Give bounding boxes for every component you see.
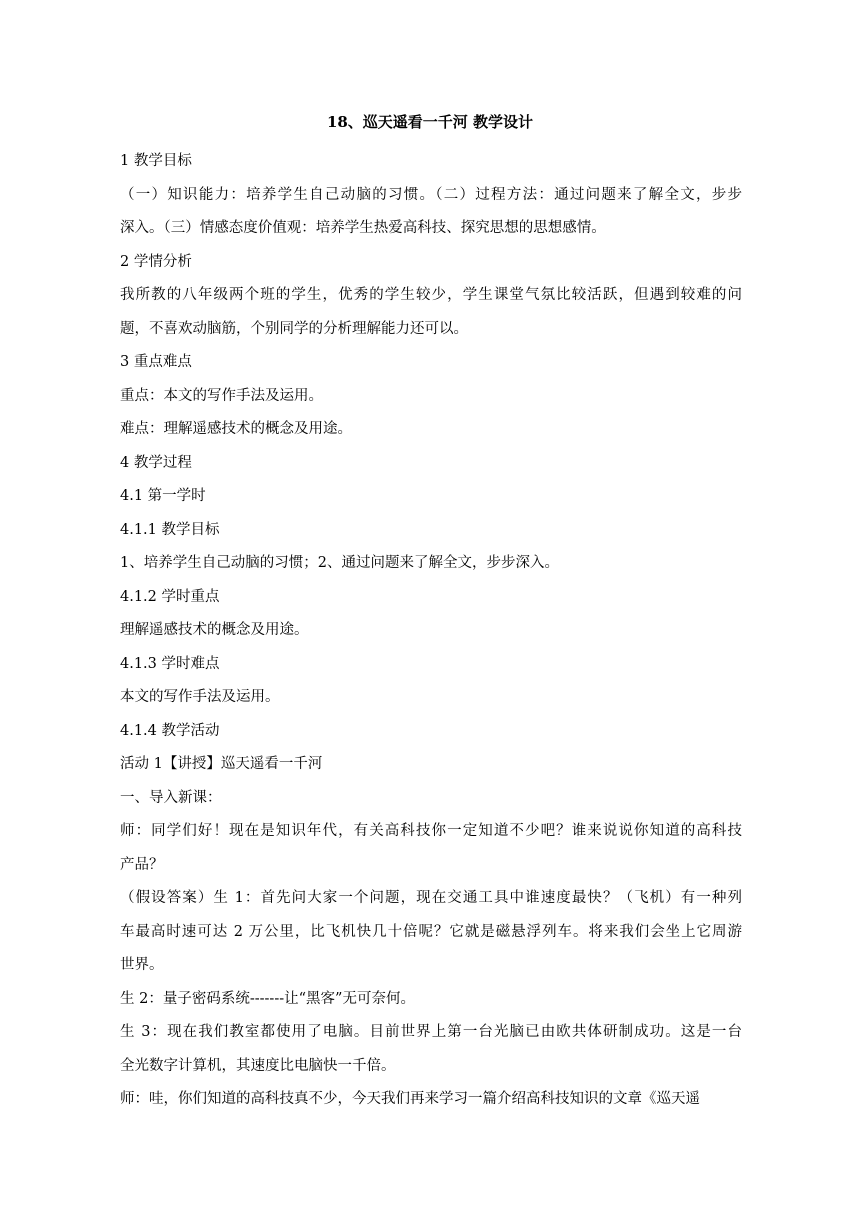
text-line: 师：同学们好！现在是知识年代，有关高科技你一定知道不少吧？谁来说说你知道的高科技 [120,823,742,839]
paragraph [120,815,742,882]
text-line: 全光数字计算机，其速度比电脑快一千倍。 [120,1057,396,1074]
text-line: 4.1.1 教学目标 [120,521,220,538]
text-line: 生 2：量子密码系统-------让“黑客”无可奈何。 [120,990,415,1007]
text-line: 本文的写作手法及运用。 [120,689,280,705]
text-line: 4.1.4 教学活动 [120,722,220,739]
section-heading [120,447,742,481]
text-line: （一）知识能力：培养学生自己动脑的习惯。（二）过程方法：通过问题来了解全文，步步 [120,186,742,203]
text-line: 产品？ [120,856,164,873]
text-line: 深入。（三）情感态度价值观：培养学生热爱高科技、探究思想的思想感情。 [120,220,606,236]
text-line: 2 学情分析 [120,253,192,270]
text-line: 3 重点难点 [120,354,192,370]
text-line: 4.1 第一学时 [120,488,206,504]
section-heading [120,514,742,548]
section-heading [120,246,742,280]
paragraph [120,748,742,782]
text-line: 世界。 [120,957,164,973]
paragraph [120,413,742,447]
paragraph [120,782,742,816]
paragraph [120,547,742,581]
paragraph [120,882,742,983]
text-line: 难点：理解遥感技术的概念及用途。 [120,421,352,437]
paragraph [120,380,742,414]
section-heading [120,581,742,615]
paragraph [120,983,742,1017]
text-line: 生 3：现在我们教室都使用了电脑。目前世界上第一台光脑已由欧共体研制成功。这是一台 [120,1024,742,1040]
text-line: 1、培养学生自己动脑的习惯；2、通过问题来了解全文，步步深入。 [120,555,559,571]
text-line: （假设答案）生 1：首先问大家一个问题，现在交通工具中谁速度最快？（飞机）有一种列 [120,890,742,906]
text-line: 重点：本文的写作手法及运用。 [120,387,323,404]
text-line: 4.1.3 学时难点 [120,655,220,672]
text-line: 4.1.2 学时重点 [120,588,220,605]
text-line: 活动 1【讲授】巡天遥看一千河 [120,756,323,772]
paragraph [120,279,742,346]
paragraph [120,1083,742,1117]
document-body [120,145,742,1117]
section-heading [120,346,742,380]
paragraph [120,1016,742,1083]
text-line: 车最高时速可达 2 万公里，比飞机快几十倍呢？它就是磁悬浮列车。将来我们会坐上它周游 [120,923,742,940]
text-line: 一、导入新课： [120,789,222,806]
paragraph [120,614,742,648]
text-line: 题，不喜欢动脑筋，个别同学的分析理解能力还可以。 [120,320,468,337]
document-title: 18、巡天遥看一千河 教学设计 [326,113,534,131]
text-line: 师：哇，你们知道的高科技真不少，今天我们再来学习一篇介绍高科技知识的文章《巡天遥 [120,1091,700,1107]
section-heading [120,480,742,514]
paragraph [120,681,742,715]
text-line: 4 教学过程 [120,454,192,471]
section-heading [120,648,742,682]
section-heading [120,715,742,749]
text-line: 我所教的八年级两个班的学生，优秀的学生较少，学生课堂气氛比较活跃，但遇到较难的问 [120,287,742,303]
text-line: 理解遥感技术的概念及用途。 [120,622,309,638]
paragraph [120,179,742,246]
section-heading [120,145,742,179]
text-line: 1 教学目标 [120,153,192,169]
